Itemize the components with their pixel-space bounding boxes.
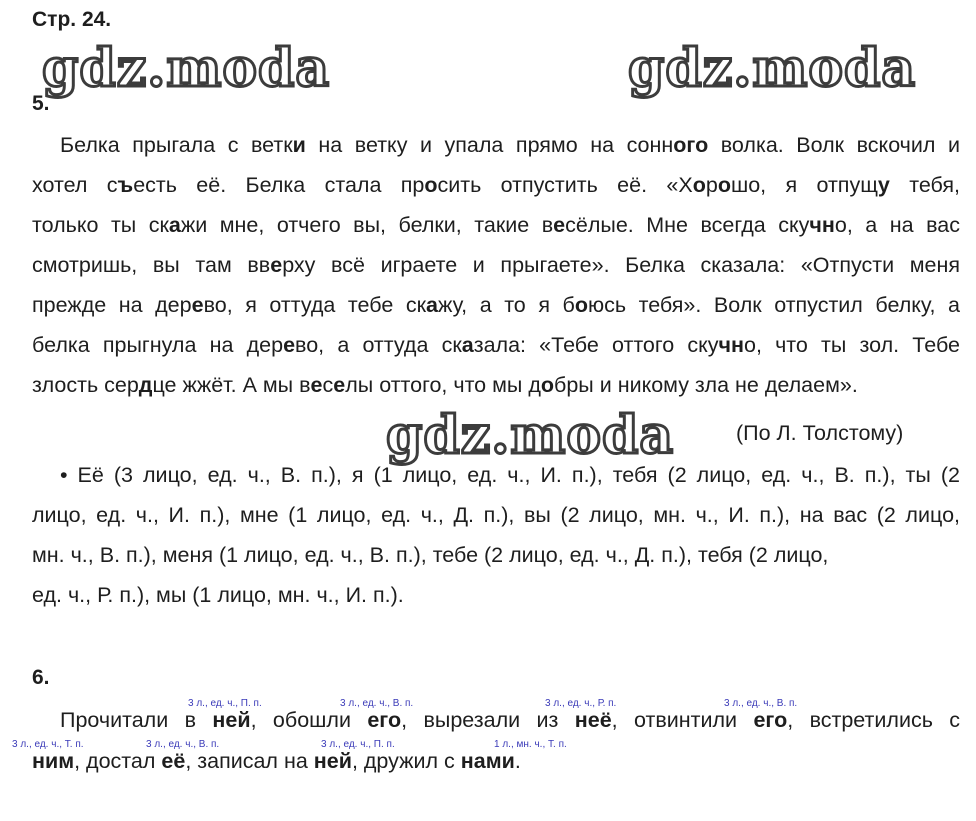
bold-letters: о — [540, 373, 555, 397]
text-run: , обошли — [250, 708, 368, 732]
text-run: , встретились с — [787, 708, 961, 732]
watermark-logo: gdz.moda — [42, 38, 331, 99]
exercise-6-line — [60, 707, 960, 733]
bold-letters: неё — [574, 708, 612, 732]
text-run: белка прыгнула на дер — [32, 333, 284, 357]
text-run: сёлые. Мне всегда ску — [565, 213, 810, 237]
bold-letters: ней — [313, 749, 352, 773]
watermark-logo: gdz.moda — [386, 405, 675, 466]
text-run: бры и никому зла не делаем». — [554, 373, 858, 397]
bold-letters: его — [753, 708, 788, 732]
page-number: Стр. 24. — [32, 8, 112, 31]
text-line — [32, 372, 858, 398]
bold-letters: е — [270, 253, 283, 277]
bold-letters: о — [692, 173, 706, 197]
exercise-6-line — [32, 748, 521, 774]
text-run: есть её. Белка стала пр — [133, 173, 425, 197]
source-attribution: (По Л. Толстому) — [736, 421, 904, 445]
text-run: зала: «Тебе оттого ску — [473, 333, 719, 357]
grammar-note: 3 л., ед. ч., В. п. — [146, 739, 220, 750]
text-line — [32, 212, 960, 238]
grammar-note: 1 л., мн. ч., Т. п. — [494, 739, 567, 750]
bold-letters: у — [877, 173, 890, 197]
text-run: , отвинтили — [611, 708, 754, 732]
bold-letters: чн — [809, 213, 835, 237]
bold-letters: ним — [32, 749, 75, 773]
text-run: , вырезали из — [401, 708, 575, 732]
text-line — [32, 252, 960, 278]
bold-letters: е — [191, 293, 204, 317]
bold-letters: и — [292, 133, 306, 157]
text-run: сить отпустить её. «Х — [437, 173, 693, 197]
bold-letters: а — [425, 293, 438, 317]
grammar-note: 3 л., ед. ч., В. п. — [724, 698, 798, 709]
text-run: , дружил с — [351, 749, 461, 773]
bold-letters: о — [717, 173, 731, 197]
text-line — [32, 172, 960, 198]
bold-letters: ого — [673, 133, 709, 157]
text-run: юсь тебя». Волк отпустил белку, а — [587, 293, 960, 317]
text-run: лы оттого, что мы д — [345, 373, 541, 397]
text-run: тебя, — [889, 173, 960, 197]
text-run: жи мне, отчего вы, белки, такие в — [180, 213, 554, 237]
bold-letters: её — [161, 749, 186, 773]
bold-letters: о — [424, 173, 438, 197]
text-line — [32, 332, 960, 358]
bold-letters: ъ — [117, 173, 134, 197]
text-run: о, а на вас — [834, 213, 960, 237]
text-run: , записал на — [185, 749, 314, 773]
text-run: злость сер — [32, 373, 139, 397]
text-run: смотришь, вы там вв — [32, 253, 271, 277]
bold-letters: е — [553, 213, 566, 237]
text-run: на ветку и упала прямо на сонн — [305, 133, 674, 157]
text-run: с — [322, 373, 334, 397]
bold-letters: д — [138, 373, 153, 397]
bold-letters: е — [310, 373, 323, 397]
grammar-note: 3 л., ед. ч., Т. п. — [12, 739, 84, 750]
bold-letters: е — [283, 333, 296, 357]
text-run: во, я оттуда тебе ск — [203, 293, 426, 317]
text-run: р — [705, 173, 718, 197]
exercise-5-number: 5. — [32, 92, 50, 115]
bold-letters: а — [461, 333, 474, 357]
grammar-note: 3 л., ед. ч., Р. п. — [545, 698, 617, 709]
text-run: во, а оттуда ск — [295, 333, 462, 357]
bold-letters: чн — [718, 333, 744, 357]
analysis-line: лицо, ед. ч., И. п.), мне (1 лицо, ед. ч., Д. п.), вы (2 лицо, мн. ч., И. п.), на вас (2 лицо, — [32, 503, 960, 527]
text-run: только ты ск — [32, 213, 169, 237]
watermark-logo: gdz.moda — [628, 38, 917, 99]
text-run: рху всё играете и прыгаете». Белка сказала: «Отпусти меня — [282, 253, 960, 277]
text-run: волка. Волк вскочил и — [708, 133, 960, 157]
analysis-line: ед. ч., Р. п.), мы (1 лицо, мн. ч., И. п.). — [32, 583, 404, 607]
text-run: . — [514, 749, 521, 773]
bold-letters: о — [574, 293, 588, 317]
bold-letters: е — [333, 373, 346, 397]
text-run: , достал — [74, 749, 162, 773]
text-line — [32, 132, 960, 158]
grammar-note: 3 л., ед. ч., П. п. — [321, 739, 395, 750]
grammar-note: 3 л., ед. ч., П. п. — [188, 698, 262, 709]
text-run: це жжёт. А мы в — [152, 373, 311, 397]
text-run: хотел с — [32, 173, 118, 197]
text-run: прежде на дер — [32, 293, 192, 317]
text-line — [32, 292, 960, 318]
text-run: о, что ты зол. Тебе — [744, 333, 960, 357]
bold-letters: ней — [212, 708, 251, 732]
text-run: жу, а то я б — [437, 293, 575, 317]
grammar-note: 3 л., ед. ч., В. п. — [340, 698, 414, 709]
text-run: шо, я отпущ — [730, 173, 878, 197]
bold-letters: нами — [460, 749, 515, 773]
bold-letters: его — [367, 708, 402, 732]
exercise-6-number: 6. — [32, 666, 50, 689]
analysis-line: • Её (3 лицо, ед. ч., В. п.), я (1 лицо, ед. ч., И. п.), тебя (2 лицо, ед. ч., В. п.), ты (2 — [60, 463, 960, 487]
text-run: Прочитали в — [60, 708, 213, 732]
bold-letters: а — [168, 213, 181, 237]
text-run: Белка прыгала с ветк — [60, 133, 293, 157]
analysis-line: мн. ч., В. п.), меня (1 лицо, ед. ч., В. п.), тебе (2 лицо, ед. ч., Д. п.), тебя (2 лицо, — [32, 543, 829, 567]
